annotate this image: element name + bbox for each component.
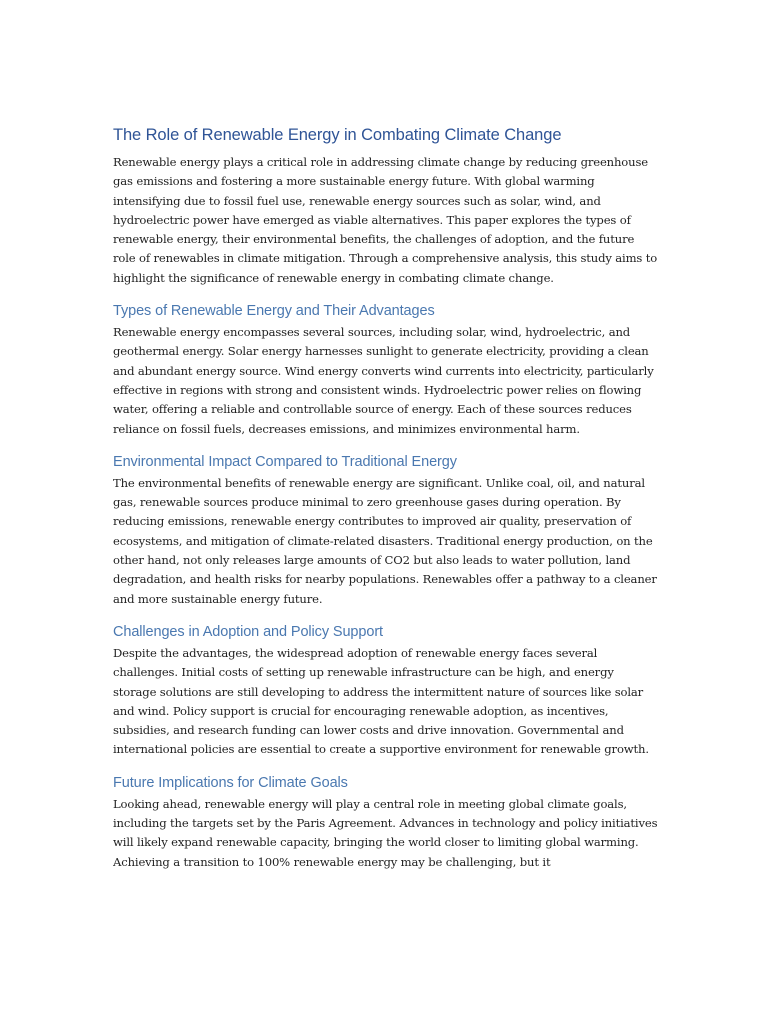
- section-body-challenges: Despite the advantages, the widespread adoption of renewable energy faces several challenges. Initial costs of setting up renewable infrastructure can be high, and energy storage solutions are still developing to address the intermittent nature of sources like solar and wind. Policy support is crucial for encouraging renewable adoption, as incentives, subsidies, and research funding can lower costs and drive innovation. Governmental and international policies are essential to create a supportive environment for renewable growth.: [113, 645, 649, 757]
- section-heading-types: Types of Renewable Energy and Their Advantages: [113, 303, 435, 320]
- section-heading-environmental-impact: Environmental Impact Compared to Traditional Energy: [113, 453, 457, 470]
- document-page: [113, 126, 658, 916]
- section-heading-challenges: Challenges in Adoption and Policy Support: [113, 623, 383, 640]
- section-body-types: Renewable energy encompasses several sources, including solar, wind, hydroelectric, and geothermal energy. Solar energy harnesses sunlight to generate electricity, providing a clean and abundant energy source. Wind energy converts wind currents into electricity, particularly effective in regions with strong and consistent winds. Hydroelectric power relies on flowing water, offering a reliable and controllable source of energy. Each of these sources reduces reliance on fossil fuels, decreases emissions, and minimizes environmental harm.: [113, 325, 654, 436]
- section-body-environmental-impact: The environmental benefits of renewable energy are significant. Unlike coal, oil, and natural gas, renewable sources produce minimal to zero greenhouse gases during operation. By reducing emissions, renewable energy contributes to improved air quality, preservation of ecosystems, and mitigation of climate-related disasters. Traditional energy production, on the other hand, not only releases large amounts of CO2 but also leads to water pollution, land degradation, and health risks for nearby populations. Renewables offer a pathway to a cleaner and more sustainable energy future.: [113, 475, 657, 606]
- document-title: The Role of Renewable Energy in Combating Climate Change: [113, 126, 562, 144]
- intro-paragraph: Renewable energy plays a critical role in addressing climate change by reducing greenhouse gas emissions and fostering a more sustainable energy future. With global warming intensifying due to fossil fuel use, renewable energy sources such as solar, wind, and hydroelectric power have emerged as viable alternatives. This paper explores the types of renewable energy, their environmental benefits, the challenges of adoption, and the future role of renewables in climate mitigation. Through a comprehensive analysis, this study aims to highlight the significance of renewable energy in combating climate change.: [113, 155, 658, 285]
- section-body-future-implications: Looking ahead, renewable energy will play a central role in meeting global climate goals, including the targets set by the Paris Agreement. Advances in technology and policy initiatives will likely expand renewable capacity, bringing the world closer to limiting global warming. Achieving a transition to 100% renewable energy may be challenging, but it: [113, 796, 658, 869]
- section-heading-future-implications: Future Implications for Climate Goals: [113, 774, 348, 791]
